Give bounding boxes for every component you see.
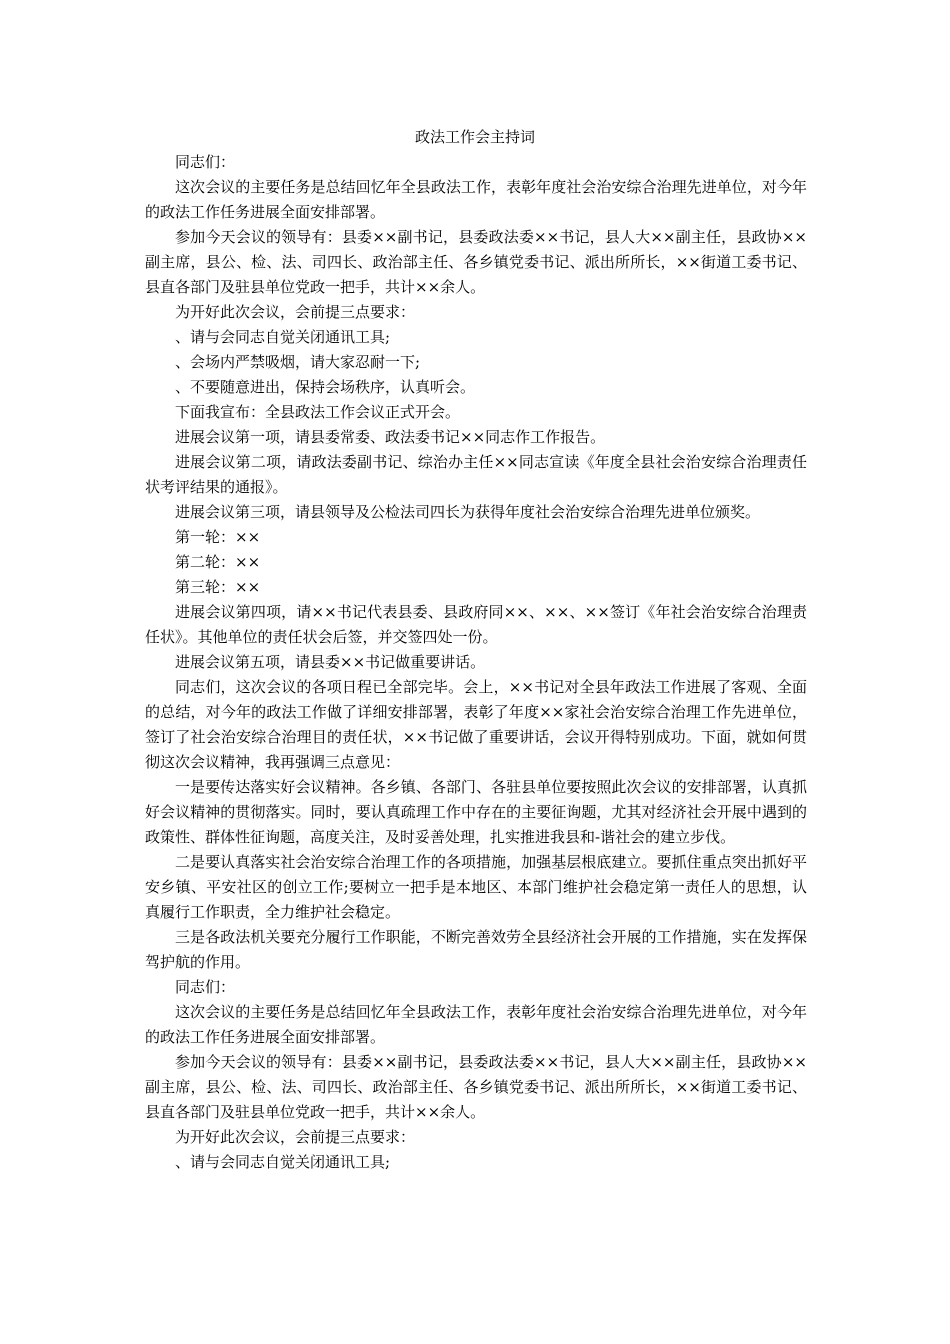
paragraph: 参加今天会议的领导有：县委××副书记，县委政法委××书记，县人大××副主任，县政协××副主席，县公、检、法、司四长、政治部主任、各乡镇党委书记、派出所所长，××街道工委书记、县直各部门及驻县单位党政一把手，共计××余人。 — [145, 1053, 807, 1121]
paragraph: 同志们，这次会议的各项日程已全部完毕。会上，××书记对全县年政法工作进展了客观、全面的总结，对今年的政法工作做了详细安排部署，表彰了年度××家社会治安综合治理工作先进单位，签订了社会治安综合治理目的责任状，××书记做了重要讲话，会议开得特别成功。下面，就如何贯彻这次会议精神，我再强调三点意见： — [145, 678, 807, 771]
paragraph: 、会场内严禁吸烟，请大家忍耐一下; — [175, 353, 421, 371]
paragraph: 这次会议的主要任务是总结回忆年全县政法工作，表彰年度社会治安综合治理先进单位，对今年的政法工作任务进展全面安排部署。 — [145, 1003, 807, 1046]
paragraph: 下面我宣布：全县政法工作会议正式开会。 — [175, 403, 461, 421]
paragraph: 进展会议第二项，请政法委副书记、综治办主任××同志宣读《年度全县社会治安综合治理责任状考评结果的通报》。 — [145, 453, 807, 496]
paragraph: 同志们： — [175, 978, 236, 996]
paragraph: 三是各政法机关要充分履行工作职能，不断完善效劳全县经济社会开展的工作措施，实在发挥保驾护航的作用。 — [145, 928, 807, 971]
paragraph: 第一轮：×× — [175, 528, 261, 546]
document-title: 政法工作会主持词 — [414, 128, 535, 146]
paragraph: 二是要认真落实社会治安综合治理工作的各项措施，加强基层根底建立。要抓住重点突出抓好平安乡镇、平安社区的创立工作;要树立一把手是本地区、本部门维护社会稳定第一责任人的思想，认真履行工作职责，全力维护社会稳定。 — [145, 853, 807, 921]
paragraph: 参加今天会议的领导有：县委××副书记，县委政法委××书记，县人大××副主任，县政协××副主席，县公、检、法、司四长、政治部主任、各乡镇党委书记、派出所所长，××街道工委书记、县直各部门及驻县单位党政一把手，共计××余人。 — [145, 228, 807, 296]
paragraph: 这次会议的主要任务是总结回忆年全县政法工作，表彰年度社会治安综合治理先进单位，对今年的政法工作任务进展全面安排部署。 — [145, 178, 807, 221]
paragraph: 进展会议第四项，请××书记代表县委、县政府同××、××、××签订《年社会治安综合治理责任状》。其他单位的责任状会后签，并交签四处一份。 — [145, 603, 807, 646]
paragraph: 进展会议第五项，请县委××书记做重要讲话。 — [175, 653, 486, 671]
paragraph: 、不要随意进出，保持会场秩序，认真听会。 — [175, 378, 476, 396]
paragraph: 第三轮：×× — [175, 578, 261, 596]
paragraph: 第二轮：×× — [175, 553, 261, 571]
paragraph: 、请与会同志自觉关闭通讯工具; — [175, 1153, 391, 1171]
paragraph: 一是要传达落实好会议精神。各乡镇、各部门、各驻县单位要按照此次会议的安排部署，认真抓好会议精神的贯彻落实。同时，要认真疏理工作中存在的主要征询题，尤其对经济社会开展中遇到的政策性、群体性征询题，高度关注，及时妥善处理，扎实推进我县和-谐社会的建立步伐。 — [145, 778, 807, 846]
paragraph: 、请与会同志自觉关闭通讯工具; — [175, 328, 391, 346]
paragraph: 同志们： — [175, 153, 236, 171]
paragraph: 进展会议第三项，请县领导及公检法司四长为获得年度社会治安综合治理先进单位颁奖。 — [175, 503, 761, 521]
paragraph: 为开好此次会议，会前提三点要求： — [175, 1128, 416, 1146]
document-body — [145, 150, 807, 1175]
paragraph: 进展会议第一项，请县委常委、政法委书记××同志作工作报告。 — [175, 428, 606, 446]
paragraph: 为开好此次会议，会前提三点要求： — [175, 303, 416, 321]
